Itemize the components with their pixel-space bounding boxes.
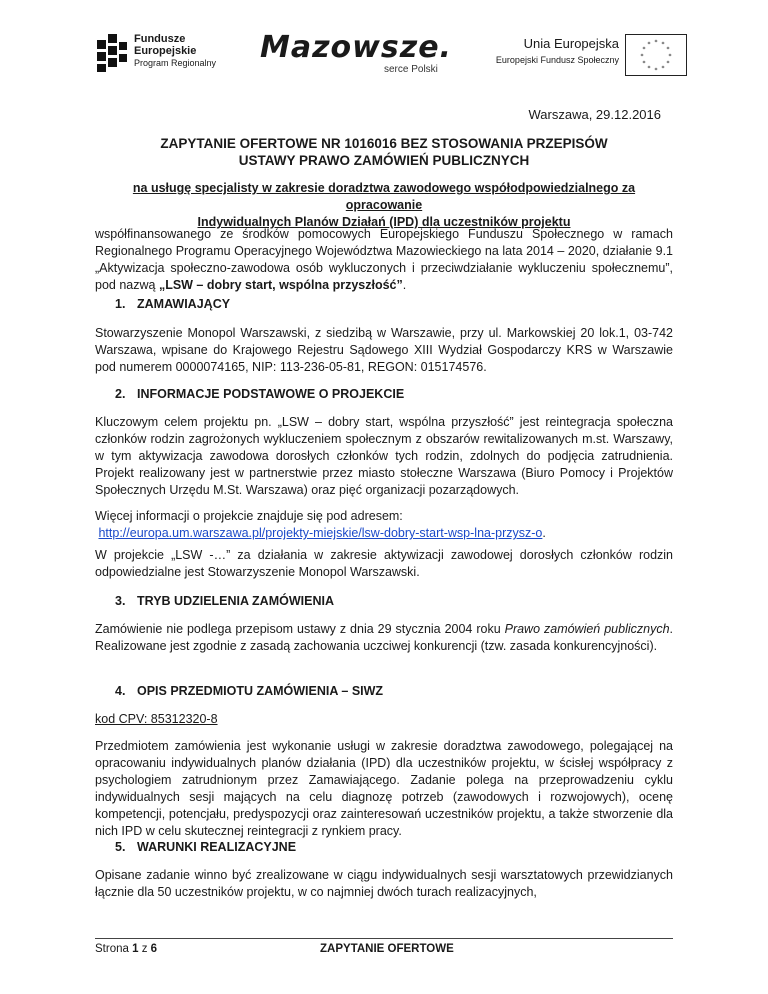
document-subject [95,180,673,231]
section-4-text: Przedmiotem zamówienia jest wykonanie usługi w zakresie doradztwa zawodowego, polegającej na opracowaniu indywidualnych planów działania (IPD) dla uczestników projektu, w ścisłej współpracy z psychologiem zatrudnionym przez Zamawiającego. Zadanie polega na przeprowadzeniu cyklu indywidualnych sesji mających na celu diagnozę potrzeb (zawodowych i rozwojowych), ocenę kompetencji, potencjału, predyspozycji oraz zainteresowań uczestników projektu, a także stworzenie dla nich IPD w celu skutecznej reintegracji z rynkiem pracy. [95,739,673,838]
section-2-text: Kluczowym celem projektu pn. „LSW – dobry start, wspólna przyszłość” jest reintegracja społeczna członków rodzin zagrożonych wykluczeniem społecznym z obszarów rewitalizowanych m.st. Warszawy, w tym aktywizacja zawodowa dorosłych członków tych rodzin, zdolnych do podjęcia zatrudnienia. Projekt realizowany jest w partnerstwie przez miasto stołeczne Warszawa (Biuro Pomocy i Projektów Społecznych Urzędu M.St. Warszawa) oraz pięć organizacji pozarządowych. [95,415,673,497]
ue-text [487,36,619,65]
section-number: 3. [115,594,126,608]
section-2-more [95,508,673,542]
fe-text [134,33,216,69]
svg-text:*: * [640,53,644,60]
more-info-text: Więcej informacji o projekcie znajduje się pod adresem: [95,509,403,523]
section-title: ZAMAWIAJĄCY [137,297,231,311]
cpv-code: kod CPV: 85312320-8 [95,712,218,726]
fe-line2: Europejskie [134,45,197,57]
project-link[interactable]: http://europa.um.warszawa.pl/projekty-miejskie/lsw-dobry-start-wsp-lna-przysz-o [98,526,543,540]
header-logos [95,28,685,84]
section-number: 4. [115,684,126,698]
mazowsze-tagline: serce Polski [384,64,438,75]
footer-divider [95,938,673,939]
subject-line2: Indywidualnych Planów Działań (IPD) dla uczestników projektu [197,215,571,229]
section-number: 2. [115,387,126,401]
intro-paragraph [95,226,673,294]
unia-europejska-logo [487,34,687,78]
section-title: OPIS PRZEDMIOTU ZAMÓWIENIA – SIWZ [137,684,384,698]
svg-text:*: * [666,60,670,67]
section-3-text [95,621,673,655]
title-line2: USTAWY PRAWO ZAMÓWIEŃ PUBLICZNYCH [238,153,530,168]
fundusze-europejskie-logo [95,32,225,76]
ue-subtitle: Europejski Fundusz Społeczny [495,55,619,65]
document-date: Warszawa, 29.12.2016 [528,107,661,122]
fe-line3: Program Regionalny [134,58,217,68]
svg-text:*: * [661,41,665,48]
svg-text:*: * [642,46,646,53]
title-line1: ZAPYTANIE OFERTOWE NR 1016016 BEZ STOSOWANIA PRZEPISÓW [160,136,608,151]
project-name: „LSW – dobry start, wspólna przyszłość” [158,278,403,292]
section-1-heading [115,297,230,311]
fe-stars-icon [95,34,129,74]
svg-text:*: * [647,41,651,48]
section-3-heading [115,594,334,608]
eu-flag-icon [625,34,687,76]
section-1-text: Stowarzyszenie Monopol Warszawski, z siedzibą w Warszawie, przy ul. Markowskiej 20 lok.1, 03-742 Warszawa, wpisane do Krajowego Rejestru Sądowego XIII Wydział Gospodarczy KRS w Warszawie pod numerem 0000074165, NIP: 113-236-05-81, REGON: 015174576. [95,326,673,374]
section-5-heading [115,840,296,854]
intro-text: współfinansowanego ze środków pomocowych Europejskiego Funduszu Społecznego w ramach Regionalnego Programu Operacyjnego Województwa Mazowieckiego na lata 2014 – 2020, działanie 9.1 „Aktywizacja społeczno-zawodowa osób wykluczonych i przeciwdziałanie wykluczeniu społecznemu”, pod nazwą [95,227,673,292]
page-number: 1 [132,943,139,955]
s3-text-a: Zamówienie nie podlega przepisom ustawy z dnia 29 stycznia 2004 roku [95,622,505,636]
page-total: 6 [150,943,158,955]
section-2-heading [115,387,404,401]
section-title: INFORMACJE PODSTAWOWE O PROJEKCIE [137,387,405,401]
svg-text:*: * [661,65,665,72]
svg-text:*: * [647,65,651,72]
law-name: Prawo zamówień publicznych [504,622,670,636]
section-title: TRYB UDZIELENIA ZAMÓWIENIA [137,594,334,608]
footer-doc-name: ZAPYTANIE OFERTOWE [320,943,454,955]
svg-text:*: * [654,67,658,74]
fe-line1: Fundusze [134,33,186,45]
subject-line1: na usługę specjalisty w zakresie doradztwa zawodowego współodpowiedzialnego za opracowanie [132,181,636,212]
svg-text:*: * [668,53,672,60]
document-title [95,135,673,169]
svg-text:*: * [654,39,658,46]
s3-text-b: . Realizowane jest zgodnie z zasadą zachowania uczciwej konkurencji (tzw. zasada konkurencyjności). [95,622,674,653]
section-2-extra: W projekcie „LSW -…” za działania w zakresie aktywizacji zawodowej dorosłych członków rodzin odpowiedzialne jest Stowarzyszenie Monopol Warszawski. [95,548,673,579]
page-indicator [95,943,157,955]
svg-text:*: * [642,60,646,67]
section-4-heading [115,684,383,698]
page-of: z [141,943,148,955]
svg-text:*: * [666,46,670,53]
link-end: . [542,526,546,540]
page-label: Strona [95,943,129,955]
mazowsze-wordmark: Mazowsze. [260,30,452,65]
section-title: WARUNKI REALIZACYJNE [137,840,297,854]
section-5-text: Opisane zadanie winno być zrealizowane w ciągu indywidualnych sesji warsztatowych przewidzianych łącznie dla 50 uczestników projektu, w co najmniej dwóch turach realizacyjnych, [95,868,673,899]
ue-title: Unia Europejska [523,36,619,51]
mazowsze-logo [260,30,470,80]
section-number: 1. [115,297,126,311]
section-number: 5. [115,840,126,854]
intro-end: . [402,278,407,292]
